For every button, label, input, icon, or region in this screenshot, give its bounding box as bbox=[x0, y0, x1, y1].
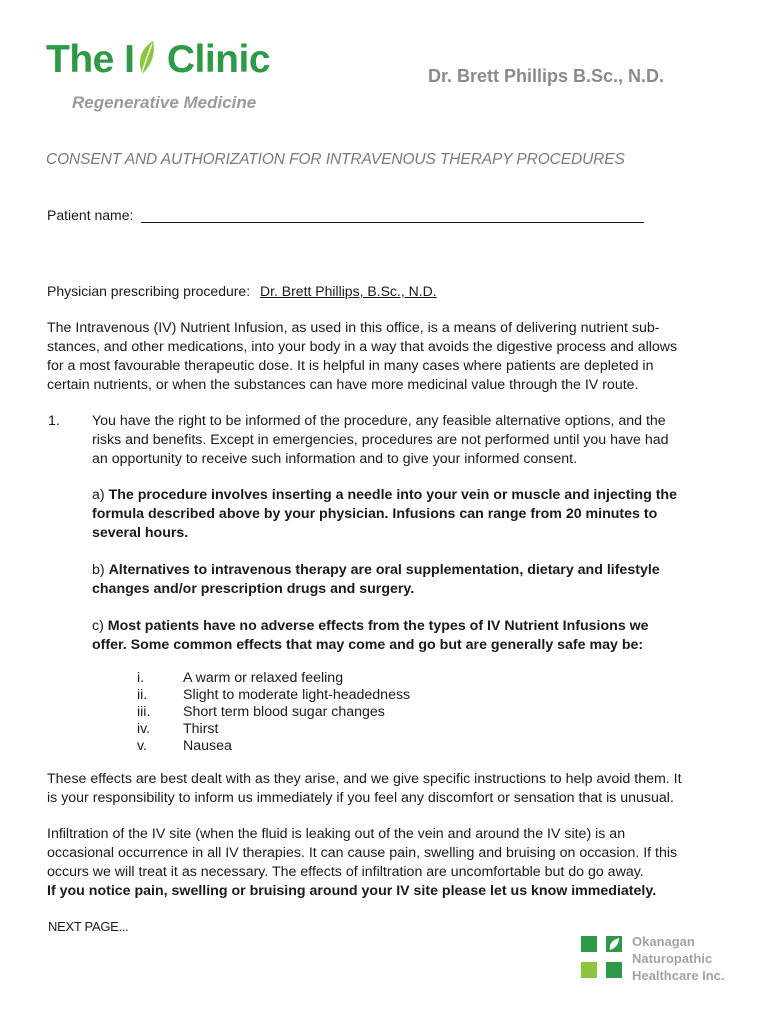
list-item-number: iv. bbox=[137, 721, 151, 737]
footer-line: Healthcare Inc. bbox=[632, 968, 725, 983]
effects-note bbox=[47, 770, 682, 808]
tagline: Regenerative Medicine bbox=[72, 93, 257, 112]
item-b-line: Alternatives to intravenous therapy are oral supplementation, dietary and lifestyle bbox=[108, 562, 660, 578]
logo-square-icon bbox=[606, 962, 622, 978]
logo-text-right: Clinic bbox=[156, 38, 271, 81]
leaf-square-icon bbox=[606, 936, 622, 952]
intro-line: certain nutrients, or when the substances can have more medicinal value through the IV route. bbox=[47, 377, 639, 393]
list-item-text: A warm or relaxed feeling bbox=[183, 670, 344, 686]
intro-line: stances, and other medications, into your body in a way that avoids the digestive process and allows bbox=[47, 339, 678, 355]
item-1-text bbox=[92, 412, 669, 469]
infiltration-line: occurs we will treat it as necessary. The effects of infiltration are uncomfortable but do go away. bbox=[47, 864, 644, 880]
item-a-line: formula described above by your physician. Infusions can range from 20 minutes to bbox=[92, 506, 658, 522]
list-item bbox=[137, 721, 410, 738]
item-c-line: Most patients have no adverse effects from the types of IV Nutrient Infusions we bbox=[107, 618, 649, 634]
logo-square-icon bbox=[581, 936, 597, 952]
list-item-text: Short term blood sugar changes bbox=[183, 704, 385, 720]
list-item bbox=[137, 738, 410, 755]
list-item-number: v. bbox=[137, 738, 147, 754]
leaf-icon bbox=[606, 936, 622, 952]
list-item-text: Nausea bbox=[183, 738, 232, 754]
list-item bbox=[137, 704, 410, 721]
infiltration-paragraph bbox=[47, 825, 677, 901]
infiltration-line: Infiltration of the IV site (when the fluid is leaking out of the vein and around the IV site) is an bbox=[47, 826, 626, 842]
list-item-number: i. bbox=[137, 670, 145, 686]
list-item bbox=[137, 670, 410, 687]
patient-name-field[interactable] bbox=[141, 208, 644, 223]
logo-text-left: The I bbox=[46, 38, 135, 81]
leaf-icon bbox=[136, 40, 156, 74]
physician-value: Dr. Brett Phillips, B.Sc., N.D. bbox=[260, 283, 437, 299]
item-line: You have the right to be informed of the procedure, any feasible alternative options, and the bbox=[92, 413, 666, 429]
item-number: 1. bbox=[48, 413, 60, 429]
item-b-prefix: b) bbox=[92, 562, 109, 578]
logo-square-icon bbox=[581, 962, 597, 978]
physician-label: Physician prescribing procedure: bbox=[47, 283, 251, 299]
list-item-number: iii. bbox=[137, 704, 151, 720]
footer-company bbox=[632, 933, 725, 984]
item-c bbox=[92, 617, 649, 655]
infiltration-warning: If you notice pain, swelling or bruising around your IV site please let us know immediately. bbox=[47, 883, 657, 899]
patient-name-label: Patient name: bbox=[47, 207, 134, 223]
item-a-line: several hours. bbox=[92, 525, 189, 541]
intro-paragraph bbox=[47, 319, 677, 395]
list-item-number: ii. bbox=[137, 687, 148, 703]
page-title: CONSENT AND AUTHORIZATION FOR INTRAVENOUS THERAPY PROCEDURES bbox=[46, 151, 625, 168]
intro-line: The Intravenous (IV) Nutrient Infusion, as used in this office, is a means of delivering nutrient sub- bbox=[47, 320, 660, 336]
item-b bbox=[92, 561, 660, 599]
next-page-label: NEXT PAGE... bbox=[48, 919, 129, 934]
doctor-name: Dr. Brett Phillips B.Sc., N.D. bbox=[428, 66, 665, 86]
item-a-line: The procedure involves inserting a needle into your vein or muscle and injecting the bbox=[108, 487, 677, 503]
list-item-text: Thirst bbox=[183, 721, 219, 737]
item-c-prefix: c) bbox=[92, 618, 108, 634]
list-item bbox=[137, 687, 410, 704]
item-a bbox=[92, 486, 677, 543]
footer-line: Okanagan bbox=[632, 934, 695, 949]
infiltration-line: occasional occurrence in all IV therapies. It can cause pain, swelling and bruising on occasion. If this bbox=[47, 845, 678, 861]
intro-line: for a most favourable therapeutic dose. It is helpful in many cases where patients are depleted in bbox=[47, 358, 654, 374]
item-b-line: changes and/or prescription drugs and surgery. bbox=[92, 581, 415, 597]
effects-note-line: These effects are best dealt with as they arise, and we give specific instructions to help avoid them. It bbox=[47, 771, 682, 787]
footer-line: Naturopathic bbox=[632, 951, 713, 966]
item-line: risks and benefits. Except in emergencies, procedures are not performed until you have had bbox=[92, 432, 669, 448]
patient-name-row bbox=[47, 207, 644, 223]
effects-note-line: is your responsibility to inform us immediately if you feel any discomfort or sensation that is unusual. bbox=[47, 790, 674, 806]
physician-row bbox=[47, 283, 437, 299]
clinic-logo bbox=[46, 40, 270, 79]
item-a-prefix: a) bbox=[92, 487, 109, 503]
effects-list bbox=[137, 670, 410, 755]
list-item-text: Slight to moderate light-headedness bbox=[183, 687, 411, 703]
item-line: an opportunity to receive such information and to give your informed consent. bbox=[92, 451, 578, 467]
item-c-line: offer. Some common effects that may come and go but are generally safe may be: bbox=[92, 637, 644, 653]
